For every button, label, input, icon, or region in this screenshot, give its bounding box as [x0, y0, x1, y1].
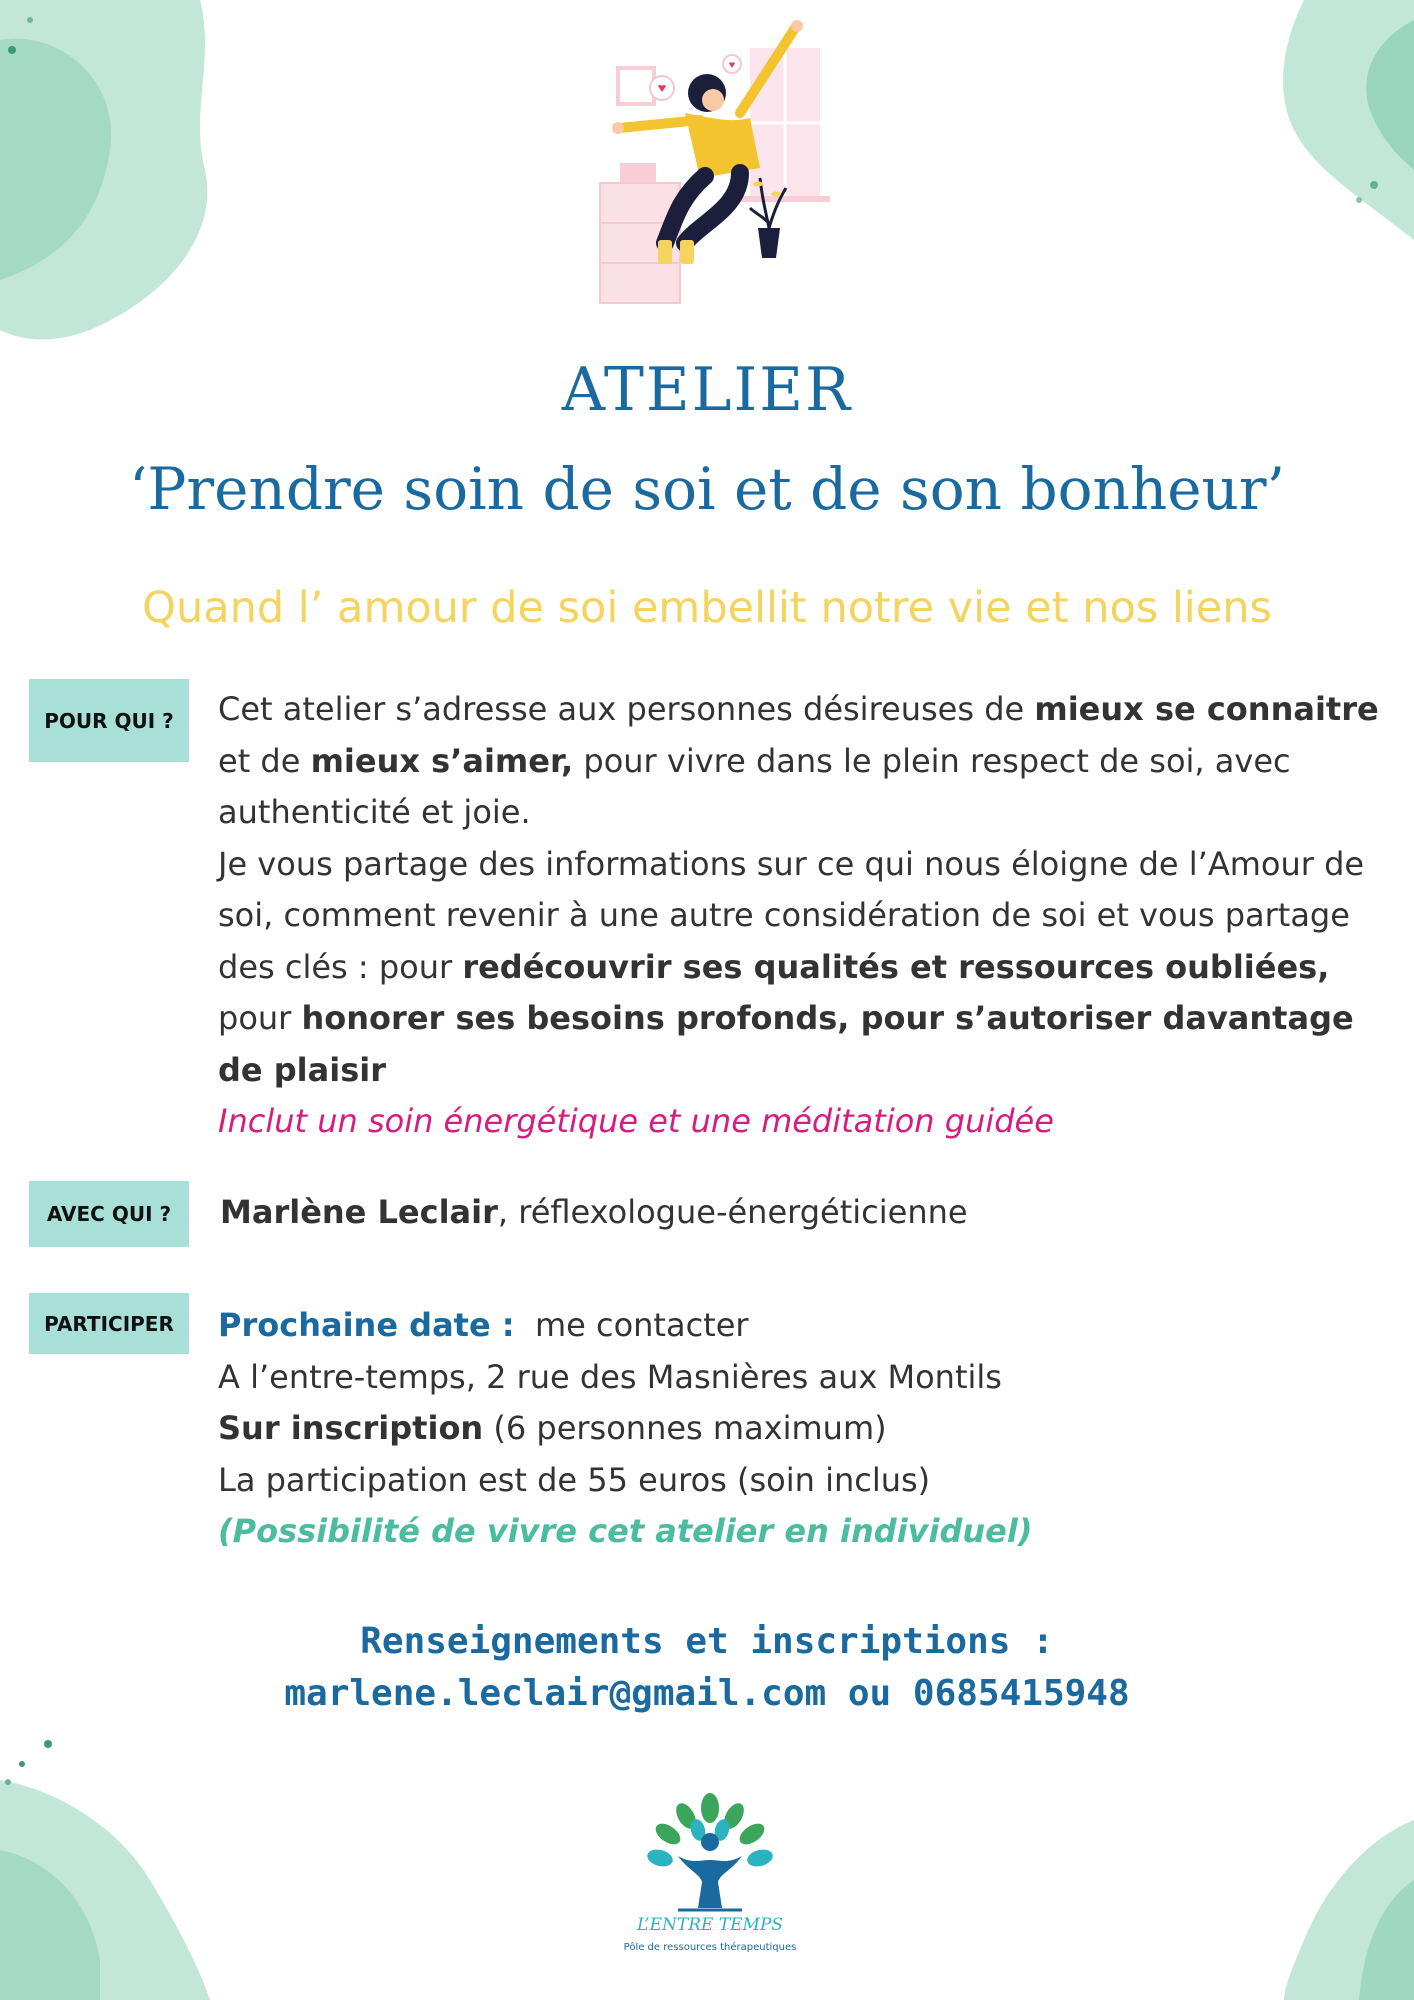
watercolor-decoration-top-left	[0, 0, 230, 350]
pour-qui-includes: Inclut un soin énergétique et une méditation guidée	[218, 1102, 1054, 1140]
price: La participation est de 55 euros (soin inclus)	[218, 1460, 931, 1499]
facilitator-role: , réflexologue-énergéticienne	[497, 1193, 968, 1231]
woman-jumping-illustration	[590, 18, 830, 308]
text: pour	[218, 999, 302, 1037]
label-pour-qui: POUR QUI ?	[29, 679, 189, 762]
title-workshop-name: ‘Prendre soin de soi et de son bonheur’	[128, 455, 1286, 523]
text: pour vivre dans le plein respect de soi, avec authenticité et joie.	[218, 741, 1291, 831]
text-bold: honorer ses besoins profonds, pour s’autoriser davantage de plaisir	[218, 999, 1354, 1089]
watercolor-decoration-bottom-right	[1244, 1800, 1414, 2000]
section-participer	[218, 1300, 1388, 1558]
contact-email-phone[interactable]: marlene.leclair@gmail.com ou 0685415948	[284, 1673, 1130, 1714]
text: Cet atelier s’adresse aux personnes désireuses de	[218, 690, 1035, 728]
text-bold: redécouvrir ses qualités et ressources oubliées,	[462, 947, 1330, 986]
facilitator-name: Marlène Leclair	[220, 1193, 498, 1231]
title-atelier: ATELIER	[561, 355, 853, 425]
next-date-value: me contacter	[514, 1306, 749, 1344]
contact-heading: Renseignements et inscriptions :	[360, 1621, 1054, 1662]
individual-option: (Possibilité de vivre cet atelier en individuel)	[218, 1512, 1033, 1550]
text: Je vous partage des informations sur ce qui nous éloigne de l’Amour de soi, comment revenir à une autre considération de soi et vous partage des clés : pour	[218, 844, 1365, 986]
logo-name: L’ENTRE TEMPS	[636, 1915, 784, 1935]
inscription-bold: Sur inscription	[218, 1409, 484, 1447]
watercolor-decoration-bottom-left	[0, 1730, 230, 2000]
section-avec-qui	[220, 1187, 1390, 1239]
inscription-detail: (6 personnes maximum)	[483, 1409, 887, 1447]
contact-info	[0, 1616, 1414, 1720]
logo-tagline: Pôle de ressources thérapeutiques	[623, 1942, 797, 1953]
label-participer: PARTICIPER	[29, 1293, 189, 1354]
section-pour-qui	[218, 684, 1388, 1148]
pour-qui-paragraph-1	[218, 684, 1388, 839]
address: A l’entre-temps, 2 rue des Masnières aux Montils	[218, 1357, 1002, 1396]
next-date-label: Prochaine date :	[218, 1306, 515, 1344]
watercolor-decoration-top-right	[1264, 0, 1414, 260]
tree-person-logo-icon	[620, 1790, 800, 1970]
pour-qui-paragraph-2	[218, 839, 1388, 1097]
subtitle: Quand l’ amour de soi embellit notre vie et nos liens	[142, 583, 1272, 633]
text-bold: mieux s’aimer,	[310, 741, 574, 780]
text: et de	[218, 741, 311, 780]
label-avec-qui: AVEC QUI ?	[29, 1181, 189, 1247]
text-bold: mieux se connaitre	[1034, 690, 1379, 728]
